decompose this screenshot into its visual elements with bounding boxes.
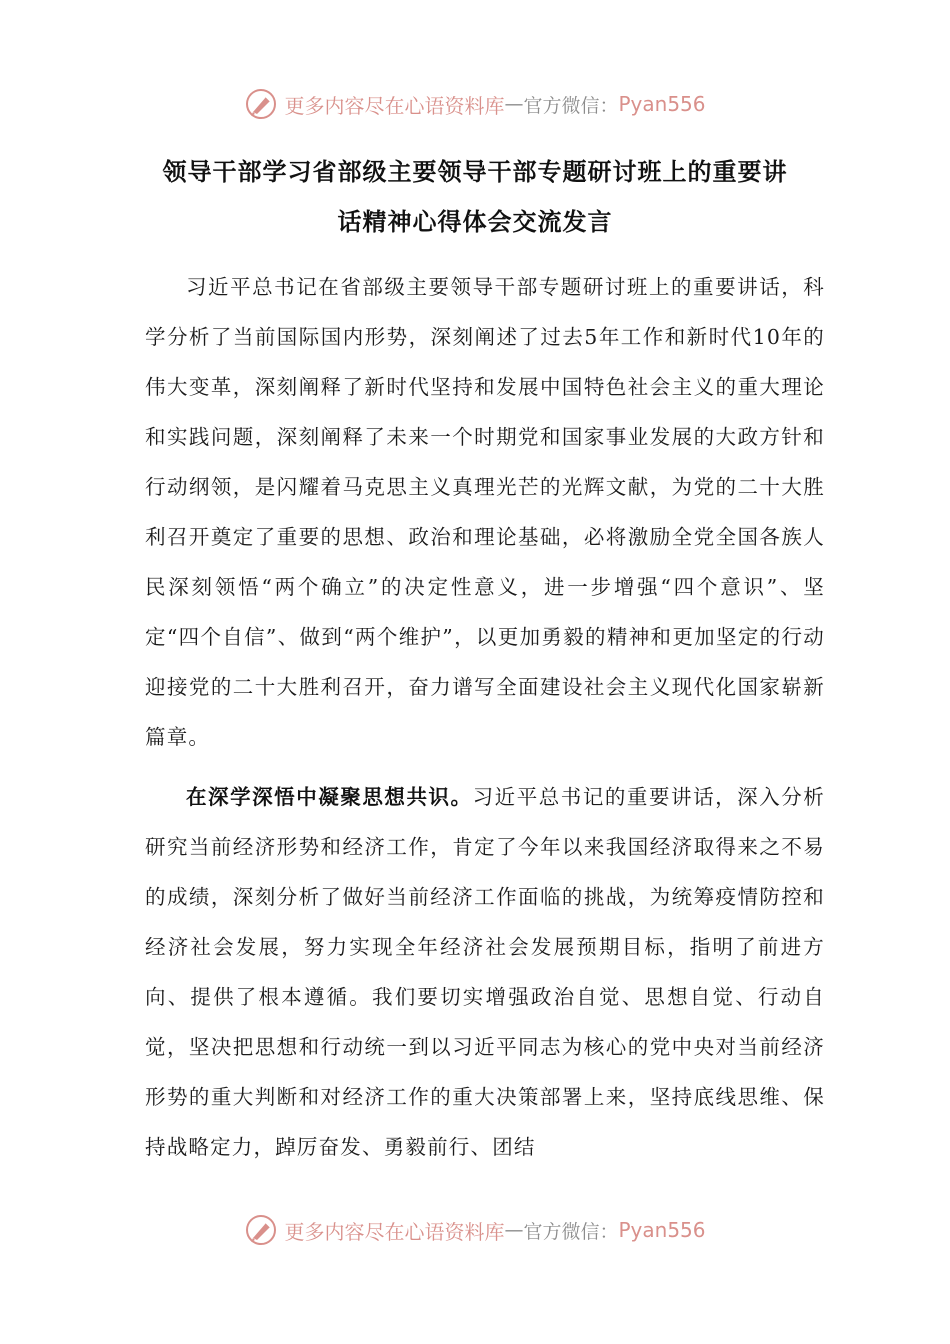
watermark-main-text: 更多内容尽在心语资料库 (284, 1219, 505, 1244)
document-title-line1: 领导干部学习省部级主要领导干部专题研讨班上的重要讲 (162, 158, 788, 186)
pen-nib-logo-icon (244, 87, 278, 121)
body-paragraph-2 (145, 772, 825, 1172)
paragraph-2-body: 习近平总书记的重要讲话，深入分析研究当前经济形势和经济工作，肯定了今年以来我国经济取得来之不易的成绩，深刻分析了做好当前经济工作面临的挑战，为统筹疫情防控和经济社会发展，努力实现全年经济社会发展预期目标，指明了前进方向、提供了根本遵循。我们要切实增强政治自觉、思想自觉、行动自觉，坚决把思想和行动统一到以习近平同志为核心的党中央对当前经济形势的重大判断和对经济工作的重大决策部署上来，坚持底线思维、保持战略定力，踔厉奋发、勇毅前行、团结 (145, 785, 825, 1159)
pen-nib-logo-icon (244, 1213, 278, 1247)
watermark-sub-text: 官方微信： (523, 94, 619, 117)
footer-watermark (0, 1210, 950, 1250)
paragraph-2-lead: 在深学深悟中凝聚思想共识。 (186, 785, 473, 809)
watermark-dash: — (504, 93, 524, 115)
watermark-sub-text: 官方微信： (523, 1220, 619, 1243)
watermark-main-text: 更多内容尽在心语资料库 (284, 93, 505, 118)
header-watermark (0, 84, 950, 124)
document-title-line2: 话精神心得体会交流发言 (337, 208, 613, 236)
body-paragraph-1: 习近平总书记在省部级主要领导干部专题研讨班上的重要讲话，科学分析了当前国际国内形势，深刻阐述了过去5年工作和新时代10年的伟大变革，深刻阐释了新时代坚持和发展中国特色社会主义的重大理论和实践问题，深刻阐释了未来一个时期党和国家事业发展的大政方针和行动纲领，是闪耀着马克思主义真理光芒的光辉文献，为党的二十大胜利召开奠定了重要的思想、政治和理论基础，必将激励全党全国各族人民深刻领悟“两个确立”的决定性意义，进一步增强“四个意识”、坚定“四个自信”、做到“两个维护”，以更加勇毅的精神和更加坚定的行动迎接党的二十大胜利召开，奋力谱写全面建设社会主义现代化国家崭新篇章。 (145, 275, 825, 749)
watermark-wechat-id: Pyan556 (618, 1218, 706, 1242)
watermark-wechat-id: Pyan556 (618, 92, 706, 116)
watermark-dash: — (504, 1219, 524, 1241)
